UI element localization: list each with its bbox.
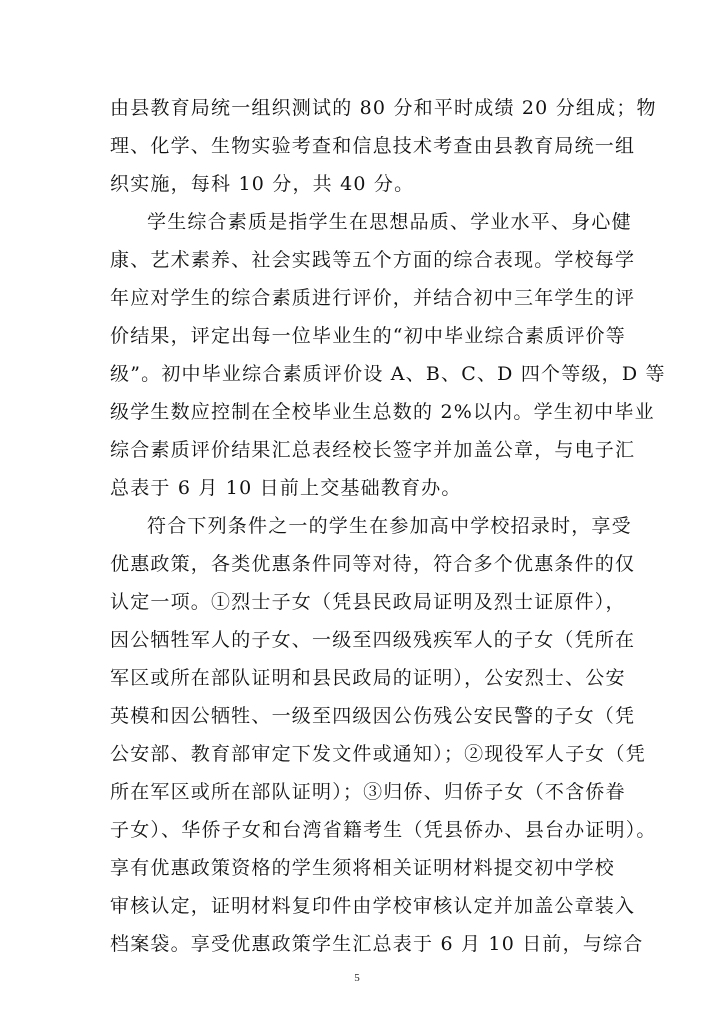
text-line: 优惠政策，各类优惠条件同等对待，符合多个优惠条件的仅 (110, 553, 636, 575)
text-line: 英模和因公牺牲、一级至四级因公伤残公安民警的子女（凭 (110, 705, 636, 727)
text-line: 认定一项。①烈士子女（凭县民政局证明及烈士证原件）， (110, 591, 626, 613)
text-line: 康、艺术素养、社会实践等五个方面的综合表现。学校每学 (110, 249, 636, 271)
text-line: 享有优惠政策资格的学生须将相关证明材料提交初中学校 (110, 857, 616, 879)
text-line: 军区或所在部队证明和县民政局的证明），公安烈士、公安 (110, 667, 626, 689)
text-line: 综合素质评价结果汇总表经校长签字并加盖公章，与电子汇 (110, 439, 636, 461)
text-line: 价结果，评定出每一位毕业生的“初中毕业综合素质评价等 (110, 325, 626, 347)
text-line: 级学生数应控制在全校毕业生总数的 2%以内。学生初中毕业 (110, 401, 655, 423)
text-line: 由县教育局统一组织测试的 80 分和平时成绩 20 分组成；物 (110, 97, 657, 119)
text-line: 所在军区或所在部队证明）；③归侨、归侨子女（不含侨眷 (110, 781, 626, 803)
text-line: 学生综合素质是指学生在思想品质、学业水平、身心健 (147, 211, 632, 233)
text-line: 织实施，每科 10 分，共 40 分。 (110, 173, 415, 195)
text-line: 理、化学、生物实验考查和信息技术考查由县教育局统一组 (110, 135, 636, 157)
text-line: 级”。初中毕业综合素质评价设 A、B、C、D 四个等级，D 等 (110, 363, 666, 385)
text-line: 档案袋。享受优惠政策学生汇总表于 6 月 10 日前，与综合 (110, 933, 644, 955)
text-line: 总表于 6 月 10 日前上交基础教育办。 (110, 477, 462, 499)
text-line: 因公牺牲军人的子女、一级至四级残疾军人的子女（凭所在 (110, 629, 636, 651)
page-number: 5 (354, 972, 360, 984)
text-line: 公安部、教育部审定下发文件或通知）；②现役军人子女（凭 (110, 743, 646, 765)
text-line: 符合下列条件之一的学生在参加高中学校招录时，享受 (147, 515, 632, 537)
text-line: 审核认定，证明材料复印件由学校审核认定并加盖公章装入 (110, 895, 636, 917)
text-line: 子女）、华侨子女和台湾省籍考生（凭县侨办、县台办证明）。 (110, 819, 657, 841)
text-line: 年应对学生的综合素质进行评价，并结合初中三年学生的评 (110, 287, 636, 309)
